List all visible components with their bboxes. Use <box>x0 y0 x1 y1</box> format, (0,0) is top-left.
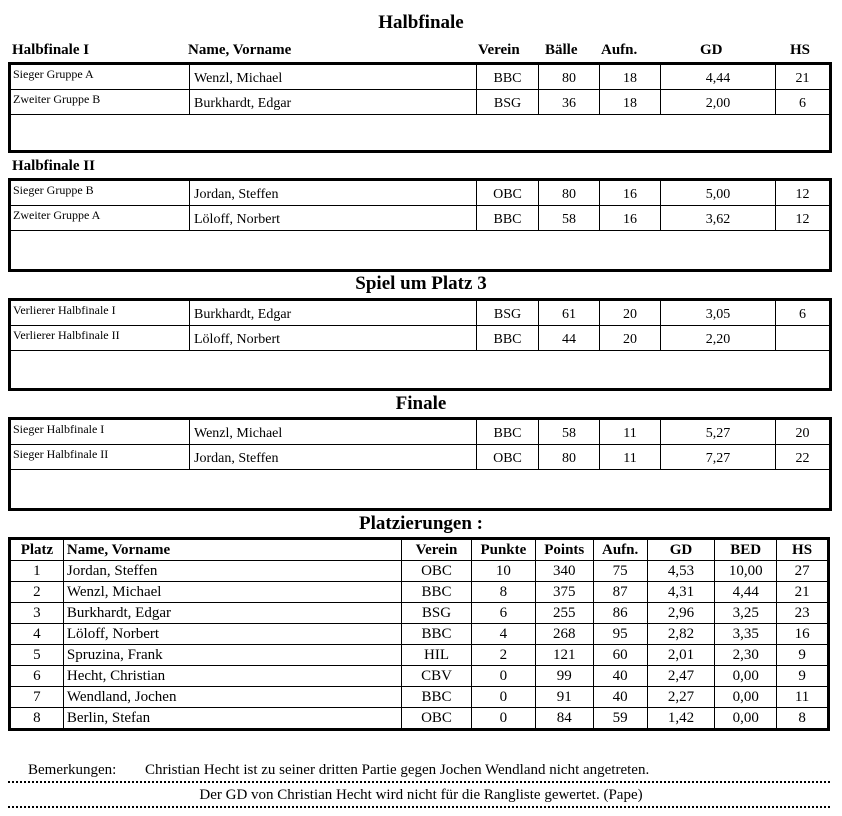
table-cell: BBC <box>402 624 472 645</box>
table-cell: 4,53 <box>647 561 715 582</box>
table-cell: 2,30 <box>715 645 777 666</box>
gd-value: 2,20 <box>660 326 775 350</box>
slot-label: Zweiter Gruppe B <box>13 92 101 106</box>
match-row <box>11 90 829 115</box>
hs-value: 6 <box>775 301 829 325</box>
halbfinale-2-box <box>8 178 832 272</box>
table-cell: Löloff, Norbert <box>63 624 401 645</box>
table-cell: 2,82 <box>647 624 715 645</box>
aufn-value: 11 <box>599 420 660 444</box>
section-title-halbfinale-1: Halbfinale I <box>12 42 90 58</box>
table-cell: 0 <box>471 708 535 730</box>
table-cell: 84 <box>535 708 593 730</box>
table-cell: 1,42 <box>647 708 715 730</box>
table-cell: 2,47 <box>647 666 715 687</box>
aufn-value: 18 <box>599 90 660 114</box>
halbfinale-1-box <box>8 62 832 153</box>
table-cell: 9 <box>777 666 829 687</box>
table-cell: OBC <box>402 561 472 582</box>
table-cell: Berlin, Stefan <box>63 708 401 730</box>
table-cell: 0,00 <box>715 687 777 708</box>
table-cell: 6 <box>10 666 64 687</box>
col-header: BED <box>715 539 777 561</box>
aufn-value: 16 <box>599 206 660 230</box>
table-cell: 99 <box>535 666 593 687</box>
player-name: Löloff, Norbert <box>194 332 281 347</box>
header-verein: Verein <box>478 42 520 58</box>
table-cell: 21 <box>777 582 829 603</box>
col-header: GD <box>647 539 715 561</box>
table-cell: 91 <box>535 687 593 708</box>
match-row <box>11 445 829 470</box>
table-cell: 95 <box>593 624 647 645</box>
verein-value: BBC <box>476 65 538 89</box>
baelle-value: 44 <box>538 326 599 350</box>
table-cell: 10,00 <box>715 561 777 582</box>
table-cell: HIL <box>402 645 472 666</box>
slot-label: Sieger Gruppe B <box>13 183 94 197</box>
table-row <box>10 624 829 645</box>
table-cell: 4,31 <box>647 582 715 603</box>
verein-value: BBC <box>476 206 538 230</box>
header-hs: HS <box>790 42 811 58</box>
verein-value: BBC <box>476 420 538 444</box>
table-cell: 0,00 <box>715 708 777 730</box>
table-cell: 2 <box>10 582 64 603</box>
table-cell: 40 <box>593 687 647 708</box>
standings-table <box>8 537 830 731</box>
table-cell: Wendland, Jochen <box>63 687 401 708</box>
hs-value: 21 <box>775 65 829 89</box>
table-row <box>10 582 829 603</box>
table-cell: 268 <box>535 624 593 645</box>
header-aufn: Aufn. <box>601 42 638 58</box>
table-cell: 9 <box>777 645 829 666</box>
player-name: Löloff, Norbert <box>194 212 281 227</box>
finale-box <box>8 417 832 511</box>
gd-value: 7,27 <box>660 445 775 469</box>
table-cell: 375 <box>535 582 593 603</box>
match-row <box>11 326 829 351</box>
remarks-line-1: Christian Hecht ist zu seiner dritten Partie gegen Jochen Wendland nicht angetreten. <box>145 762 650 778</box>
table-cell: 23 <box>777 603 829 624</box>
table-cell: 87 <box>593 582 647 603</box>
slot-label: Zweiter Gruppe A <box>13 208 101 222</box>
table-cell: Hecht, Christian <box>63 666 401 687</box>
table-row <box>10 666 829 687</box>
table-cell: 340 <box>535 561 593 582</box>
player-name: Burkhardt, Edgar <box>194 96 292 111</box>
baelle-value: 58 <box>538 206 599 230</box>
table-cell: 2,96 <box>647 603 715 624</box>
verein-value: BSG <box>476 90 538 114</box>
table-cell: 4 <box>471 624 535 645</box>
table-row <box>10 561 829 582</box>
table-cell: 0 <box>471 666 535 687</box>
table-cell: BBC <box>402 582 472 603</box>
match-row <box>11 206 829 231</box>
table-cell: 75 <box>593 561 647 582</box>
gd-value: 3,05 <box>660 301 775 325</box>
table-cell: BBC <box>402 687 472 708</box>
col-header: Punkte <box>471 539 535 561</box>
baelle-value: 36 <box>538 90 599 114</box>
table-cell: 8 <box>777 708 829 730</box>
verein-value: OBC <box>476 445 538 469</box>
remarks-line-2: Der GD von Christian Hecht wird nicht für die Rangliste gewertet. (Pape) <box>199 787 643 803</box>
player-name: Wenzl, Michael <box>194 71 283 86</box>
hs-value: 22 <box>775 445 829 469</box>
table-cell: 0,00 <box>715 666 777 687</box>
aufn-value: 16 <box>599 181 660 205</box>
table-cell: CBV <box>402 666 472 687</box>
hs-value: 12 <box>775 181 829 205</box>
gd-value: 4,44 <box>660 65 775 89</box>
header-baelle: Bälle <box>545 42 578 58</box>
baelle-value: 58 <box>538 420 599 444</box>
aufn-value: 20 <box>599 326 660 350</box>
aufn-value: 20 <box>599 301 660 325</box>
table-cell: 3 <box>10 603 64 624</box>
table-row <box>10 687 829 708</box>
table-cell: 27 <box>777 561 829 582</box>
hs-value: 6 <box>775 90 829 114</box>
player-name: Wenzl, Michael <box>194 426 283 441</box>
header-gd: GD <box>700 42 723 58</box>
section-title-finale: Finale <box>395 393 447 414</box>
section-title-platz-3: Spiel um Platz 3 <box>355 273 487 294</box>
col-header: Verein <box>402 539 472 561</box>
table-cell: 3,35 <box>715 624 777 645</box>
standings-body <box>10 561 829 730</box>
table-cell: 5 <box>10 645 64 666</box>
remarks-label: Bemerkungen: <box>28 762 117 778</box>
table-cell: 3,25 <box>715 603 777 624</box>
baelle-value: 80 <box>538 181 599 205</box>
table-cell: 7 <box>10 687 64 708</box>
player-name: Jordan, Steffen <box>194 187 279 202</box>
slot-label: Sieger Halbfinale I <box>13 422 105 436</box>
slot-label: Verlierer Halbfinale I <box>13 303 116 317</box>
section-title-platzierungen: Platzierungen : <box>358 513 483 534</box>
table-cell: 11 <box>777 687 829 708</box>
col-header: Platz <box>10 539 64 561</box>
slot-label: Verlierer Halbfinale II <box>13 328 120 342</box>
table-cell: Jordan, Steffen <box>63 561 401 582</box>
standings-header-row <box>10 539 829 561</box>
baelle-value: 61 <box>538 301 599 325</box>
player-name: Burkhardt, Edgar <box>194 307 292 322</box>
slot-label: Sieger Gruppe A <box>13 67 94 81</box>
table-cell: BSG <box>402 603 472 624</box>
col-header: Name, Vorname <box>63 539 401 561</box>
table-cell: 1 <box>10 561 64 582</box>
table-cell: 2,01 <box>647 645 715 666</box>
gd-value: 3,62 <box>660 206 775 230</box>
table-cell: Spruzina, Frank <box>63 645 401 666</box>
gd-value: 5,00 <box>660 181 775 205</box>
page-title: Halbfinale <box>378 12 464 33</box>
table-row <box>10 603 829 624</box>
col-header: HS <box>777 539 829 561</box>
table-cell: 4,44 <box>715 582 777 603</box>
table-cell: 2,27 <box>647 687 715 708</box>
table-cell: 2 <box>471 645 535 666</box>
table-cell: 16 <box>777 624 829 645</box>
slot-label: Sieger Halbfinale II <box>13 447 109 461</box>
divider <box>8 806 830 808</box>
table-cell: 4 <box>10 624 64 645</box>
match-row <box>11 301 829 326</box>
verein-value: BBC <box>476 326 538 350</box>
platz-3-box <box>8 298 832 391</box>
gd-value: 2,00 <box>660 90 775 114</box>
aufn-value: 18 <box>599 65 660 89</box>
table-cell: 10 <box>471 561 535 582</box>
table-cell: 8 <box>10 708 64 730</box>
baelle-value: 80 <box>538 445 599 469</box>
table-row <box>10 645 829 666</box>
baelle-value: 80 <box>538 65 599 89</box>
col-header: Points <box>535 539 593 561</box>
verein-value: OBC <box>476 181 538 205</box>
table-cell: 86 <box>593 603 647 624</box>
table-cell: 59 <box>593 708 647 730</box>
table-cell: Burkhardt, Edgar <box>63 603 401 624</box>
aufn-value: 11 <box>599 445 660 469</box>
hs-value: 20 <box>775 420 829 444</box>
table-cell: 60 <box>593 645 647 666</box>
section-title-halbfinale-2: Halbfinale II <box>12 158 95 174</box>
col-header: Aufn. <box>593 539 647 561</box>
table-cell: 0 <box>471 687 535 708</box>
table-cell: 6 <box>471 603 535 624</box>
table-row <box>10 708 829 730</box>
table-cell: OBC <box>402 708 472 730</box>
match-row <box>11 181 829 206</box>
table-cell: Wenzl, Michael <box>63 582 401 603</box>
table-cell: 121 <box>535 645 593 666</box>
gd-value: 5,27 <box>660 420 775 444</box>
hs-value <box>775 326 829 350</box>
table-cell: 8 <box>471 582 535 603</box>
header-name: Name, Vorname <box>188 42 292 58</box>
match-row <box>11 420 829 445</box>
verein-value: BSG <box>476 301 538 325</box>
divider <box>8 781 830 783</box>
player-name: Jordan, Steffen <box>194 451 279 466</box>
table-cell: 40 <box>593 666 647 687</box>
table-cell: 255 <box>535 603 593 624</box>
hs-value: 12 <box>775 206 829 230</box>
match-row <box>11 65 829 90</box>
